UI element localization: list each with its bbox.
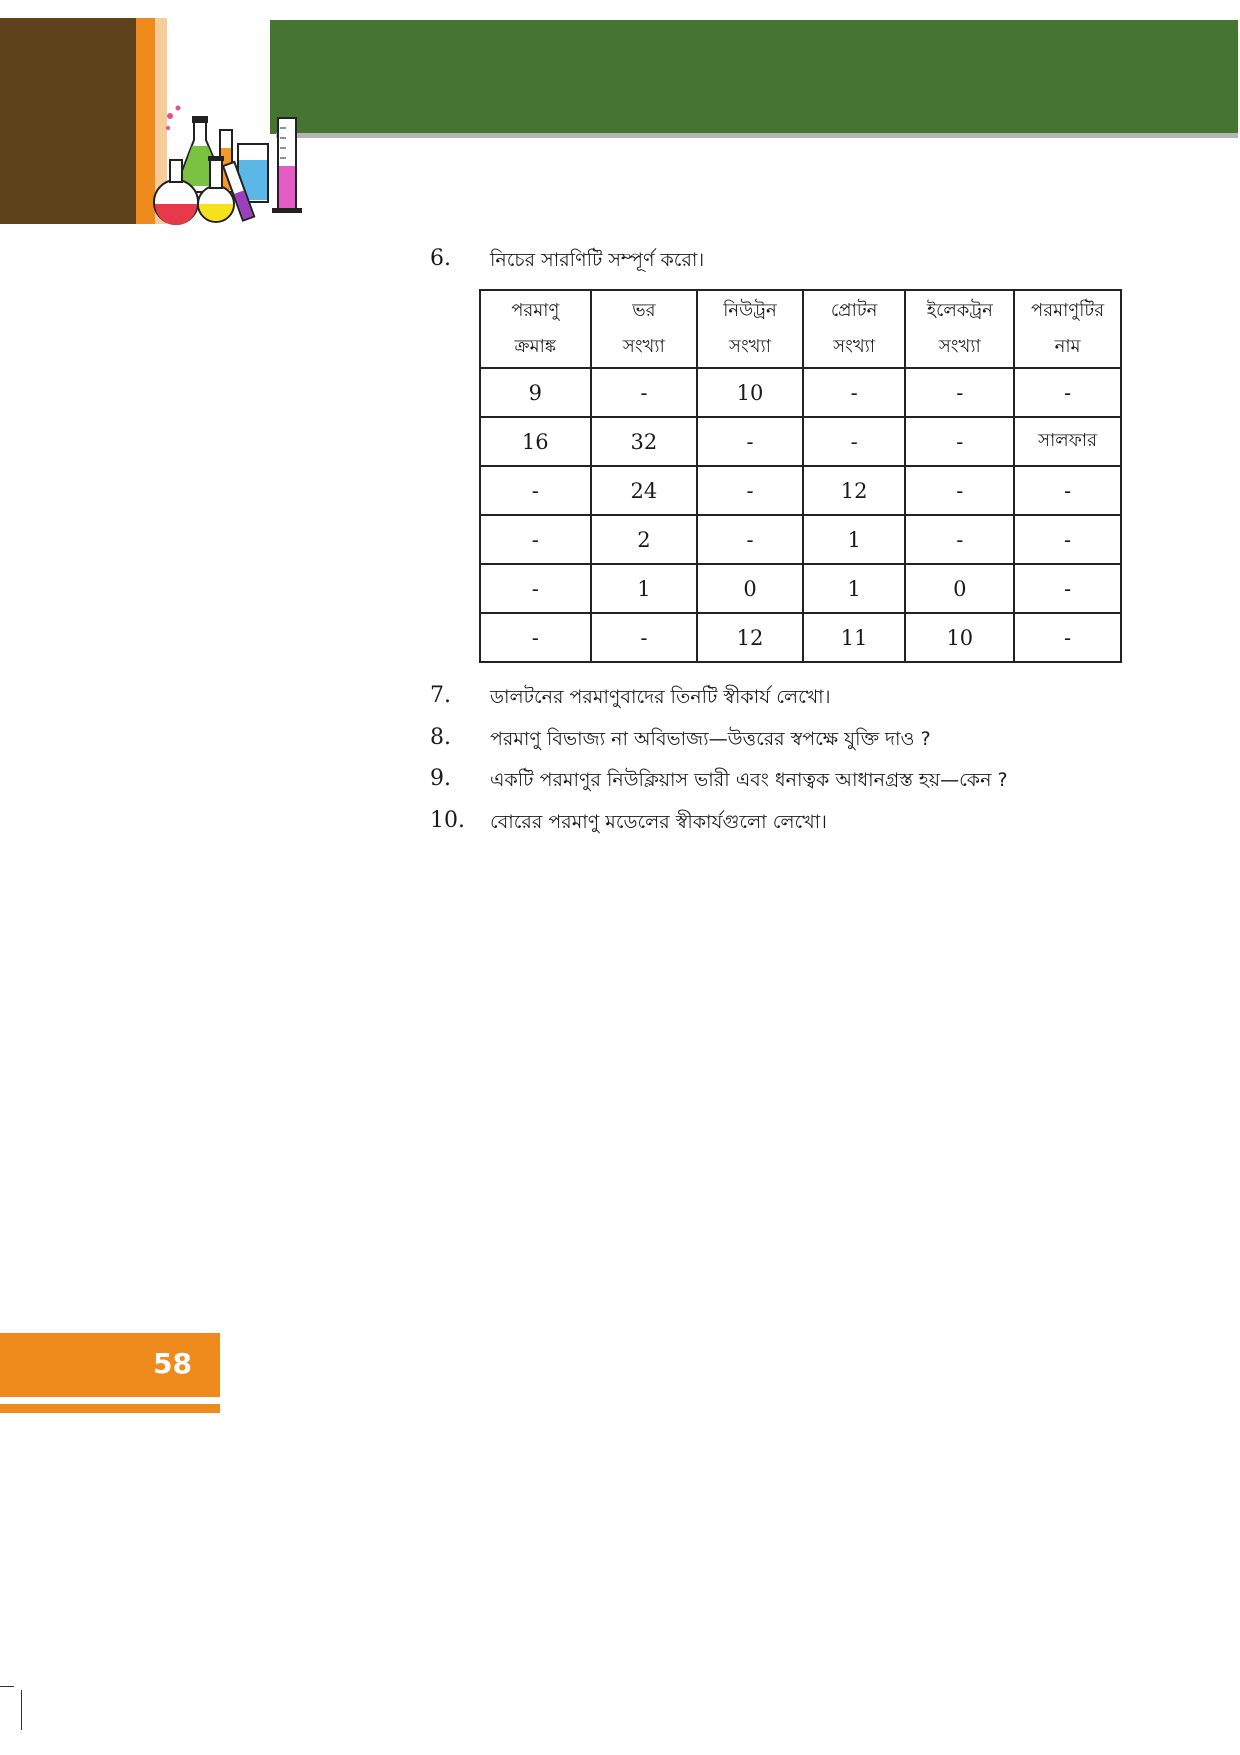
table-row <box>480 515 1121 564</box>
table-cell: - <box>697 417 803 466</box>
table-cell: 11 <box>803 613 906 662</box>
crop-mark <box>21 1690 22 1730</box>
question-text: নিচের সারণিটি সম্পূর্ণ করো। <box>490 249 705 271</box>
table-cell: - <box>591 368 698 417</box>
table-cell: - <box>1014 466 1121 515</box>
table-header-row <box>480 290 1121 368</box>
table-cell: - <box>803 417 906 466</box>
question-text: একটি পরমাণুর নিউক্লিয়াস ভারী এবং ধনাত্বক আধানগ্রস্ত হয়—কেন ? <box>490 769 1008 791</box>
table-cell: 10 <box>697 368 803 417</box>
lab-glassware-icon <box>140 100 320 230</box>
table-cell: 9 <box>480 368 591 417</box>
table-cell: - <box>1014 613 1121 662</box>
table-row <box>480 564 1121 613</box>
header-banner-shadow <box>276 133 1238 138</box>
question-number: 7. <box>430 683 451 708</box>
table-cell: 1 <box>591 564 698 613</box>
table-cell: - <box>480 515 591 564</box>
question-text: ডালটনের পরমাণুবাদের তিনটি স্বীকার্য লেখো। <box>490 686 831 708</box>
table-cell: - <box>591 613 698 662</box>
table-cell: 24 <box>591 466 698 515</box>
table-cell: - <box>905 515 1014 564</box>
table-cell: 10 <box>905 613 1014 662</box>
table-cell: - <box>697 466 803 515</box>
table-cell: - <box>803 368 906 417</box>
table-row <box>480 368 1121 417</box>
table-cell: - <box>1014 515 1121 564</box>
column-header: নিউট্রন সংখ্যা <box>697 290 803 368</box>
table-cell: - <box>480 613 591 662</box>
table-cell: সালফার <box>1014 417 1121 466</box>
table-cell: - <box>1014 564 1121 613</box>
question-number: 9. <box>430 766 451 791</box>
table-cell: 12 <box>803 466 906 515</box>
crop-mark <box>0 1686 14 1687</box>
table-row <box>480 466 1121 515</box>
question-text: বোরের পরমাণু মডেলের স্বীকার্যগুলো লেখো। <box>490 811 827 833</box>
table-row <box>480 613 1121 662</box>
table-cell: 0 <box>697 564 803 613</box>
header-green-banner <box>270 20 1238 134</box>
table-cell: - <box>697 515 803 564</box>
question-text: পরমাণু বিভাজ্য না অবিভাজ্য—উত্তরের স্বপক্ষে যুক্তি দাও ? <box>490 728 931 750</box>
table-cell: 2 <box>591 515 698 564</box>
table-cell: - <box>1014 368 1121 417</box>
question-number: 10. <box>430 808 465 833</box>
question-number: 8. <box>430 725 451 750</box>
table-row <box>480 417 1121 466</box>
column-header: ভর সংখ্যা <box>591 290 698 368</box>
table-cell: 1 <box>803 564 906 613</box>
column-header: প্রোটন সংখ্যা <box>803 290 906 368</box>
column-header: পরমাণু ক্রমাঙ্ক <box>480 290 591 368</box>
page-number: 58 <box>153 1347 192 1380</box>
page-number-box <box>0 1333 220 1397</box>
table-cell: 12 <box>697 613 803 662</box>
table-cell: - <box>905 368 1014 417</box>
table-cell: 16 <box>480 417 591 466</box>
header-brown-block <box>0 18 136 224</box>
question-number: 6. <box>430 246 451 271</box>
table-cell: 32 <box>591 417 698 466</box>
column-header: পরমাণুটির নাম <box>1014 290 1121 368</box>
table-cell: - <box>480 466 591 515</box>
table-cell: 0 <box>905 564 1014 613</box>
column-header: ইলেকট্রন সংখ্যা <box>905 290 1014 368</box>
atom-table <box>479 289 1122 663</box>
page-number-underline <box>0 1404 220 1413</box>
table-cell: - <box>905 466 1014 515</box>
table-cell: - <box>480 564 591 613</box>
table-cell: 1 <box>803 515 906 564</box>
table-cell: - <box>905 417 1014 466</box>
